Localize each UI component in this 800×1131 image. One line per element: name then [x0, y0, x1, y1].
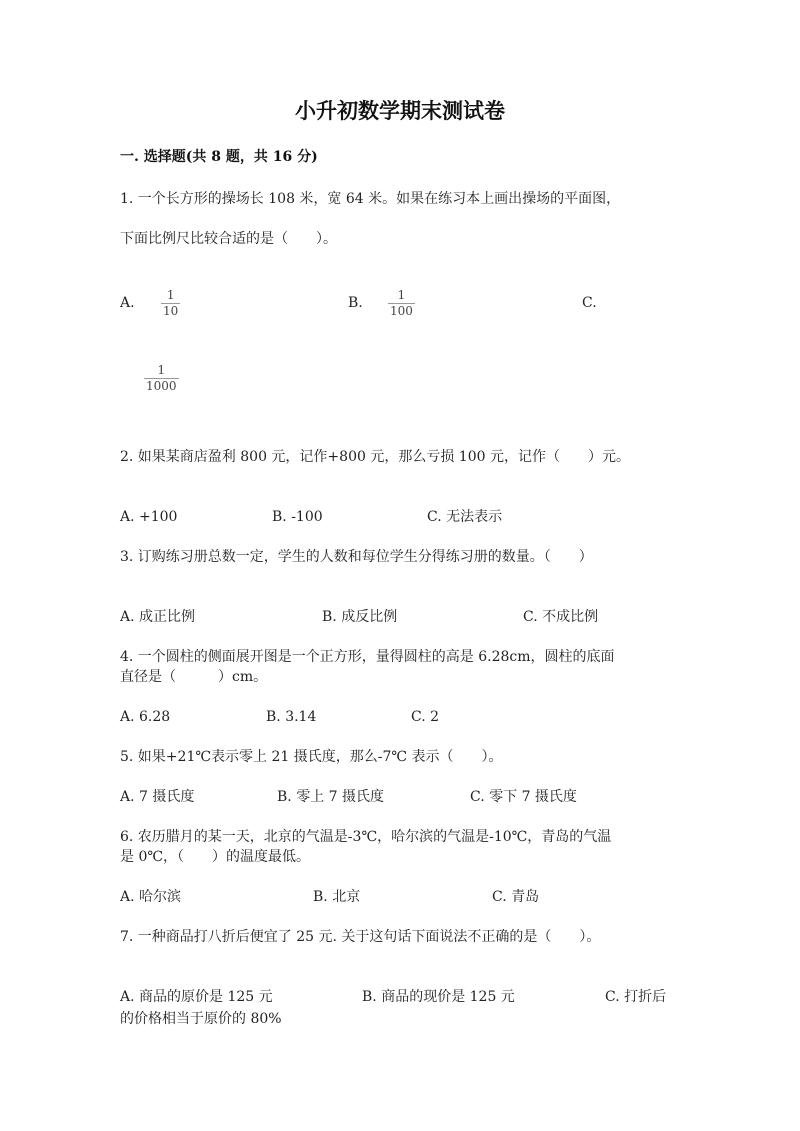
option-b-label: B. — [348, 295, 363, 311]
question-1-text: 1. 一个长方形的操场长 108 米，宽 64 米。如果在练习本上画出操场的平面图， — [120, 191, 621, 207]
numerator: 1 — [166, 288, 175, 302]
denominator: 1000 — [146, 379, 177, 393]
question-5-text: 5. 如果+21℃表示零上 21 摄氏度，那么-7℃ 表示（ ）。 — [120, 749, 503, 765]
option-b: B. -100 — [272, 509, 323, 525]
question-4-text: 4. 一个圆柱的侧面展开图是一个正方形，量得圆柱的高是 6.28cm，圆柱的底面 — [120, 649, 615, 665]
question-3-text: 3. 订购练习册总数一定，学生的人数和每位学生分得练习册的数量。（ ） — [120, 549, 593, 565]
question-2-text: 2. 如果某商店盈利 800 元，记作+800 元，那么亏损 100 元，记作（ ）元。 — [120, 449, 630, 465]
option-a: A. 成正比例 — [120, 609, 196, 625]
option-a: A. 商品的原价是 125 元 — [120, 989, 273, 1005]
option-a: A. 7 摄氏度 — [120, 789, 195, 805]
option-c-label: C. — [582, 295, 597, 311]
question-7-text: 7. 一种商品打八折后便宜了 25 元. 关于这句话下面说法不正确的是（ ）。 — [120, 929, 601, 945]
option-c: C. 2 — [411, 709, 440, 725]
option-a: A. 6.28 — [120, 709, 171, 725]
page-title: 小升初数学期末测试卷 — [295, 98, 505, 123]
denominator: 100 — [390, 304, 413, 318]
option-c-continued: 的价格相当于原价的 80% — [120, 1011, 282, 1027]
question-6-text: 是 0℃，（ ）的温度最低。 — [120, 849, 311, 865]
numerator: 1 — [157, 363, 166, 377]
option-a-label: A. — [120, 295, 135, 311]
option-c: C. 无法表示 — [427, 509, 503, 525]
option-c: C. 青岛 — [492, 889, 540, 905]
numerator: 1 — [397, 288, 406, 302]
question-1-text: 下面比例尺比较合适的是（ ）。 — [120, 231, 337, 247]
option-b: B. 零上 7 摄氏度 — [277, 789, 384, 805]
option-a: A. +100 — [120, 509, 178, 525]
section-heading: 一. 选择题(共 8 题，共 16 分) — [120, 149, 318, 165]
fraction-1-10 — [161, 288, 180, 319]
fraction-1-1000 — [144, 363, 179, 394]
denominator: 10 — [163, 304, 179, 318]
question-6-text: 6. 农历腊月的某一天，北京的气温是-3℃，哈尔滨的气温是-10℃，青岛的气温 — [120, 829, 612, 845]
option-c: C. 不成比例 — [523, 609, 599, 625]
option-b: B. 北京 — [313, 889, 361, 905]
option-b: B. 成反比例 — [322, 609, 398, 625]
option-b: B. 3.14 — [266, 709, 317, 725]
option-b: B. 商品的现价是 125 元 — [362, 989, 515, 1005]
option-c: C. 零下 7 摄氏度 — [470, 789, 577, 805]
question-4-text: 直径是（ ）cm。 — [120, 669, 268, 685]
option-a: A. 哈尔滨 — [120, 889, 182, 905]
fraction-1-100 — [388, 288, 415, 319]
option-c: C. 打折后 — [605, 989, 667, 1005]
